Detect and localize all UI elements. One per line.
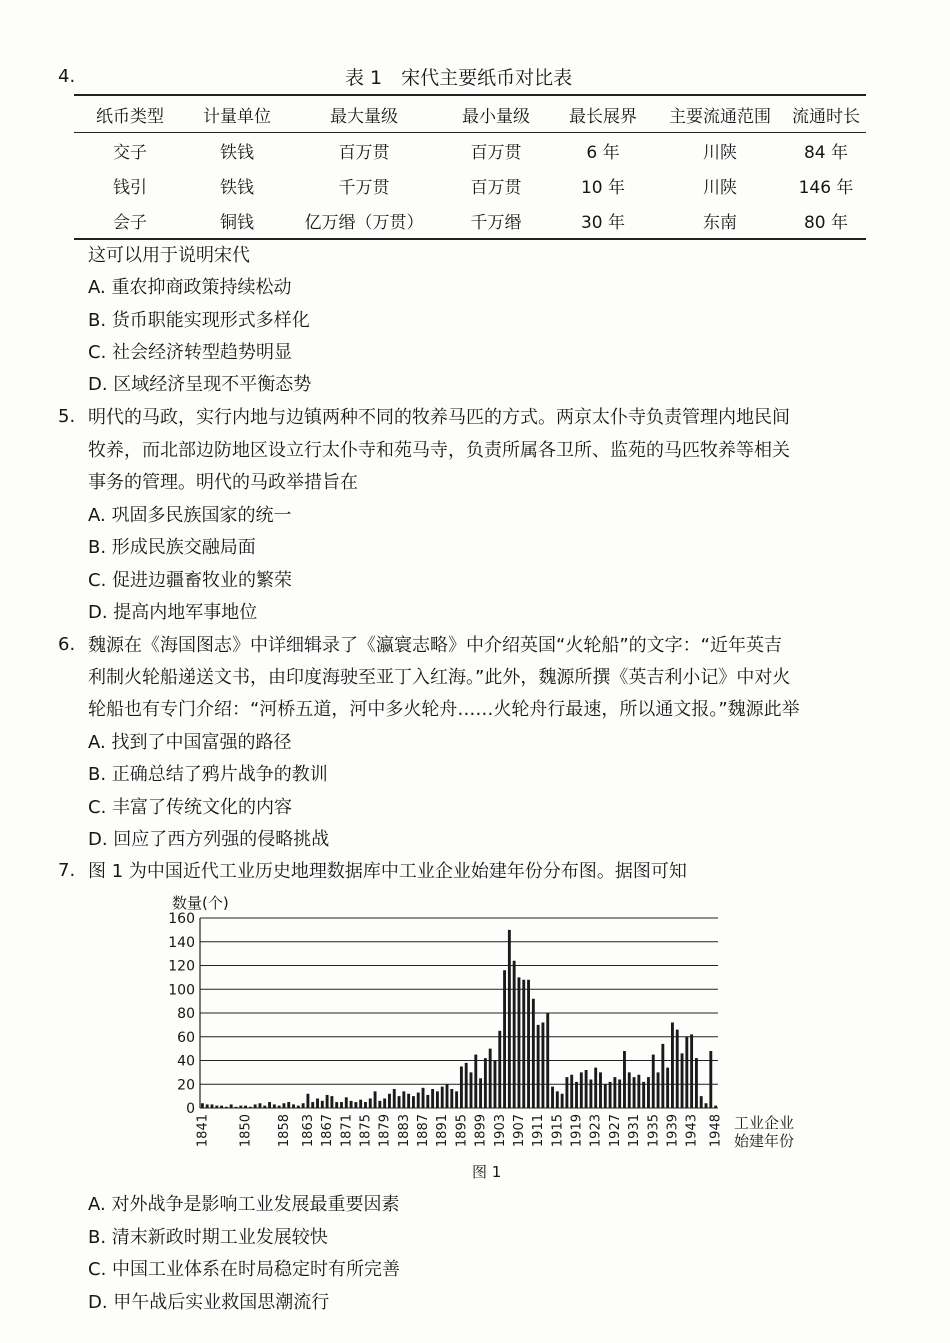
question-5-line-2: 牧养，而北部边防地区设立行太仆寺和苑马寺，负责所属各卫所、监苑的马匹牧养等相关 <box>88 440 790 461</box>
chart-bar <box>561 1094 564 1108</box>
chart-bar <box>201 1103 204 1108</box>
chart-bar <box>340 1102 343 1108</box>
table-cell: 东南 <box>654 203 786 239</box>
table-header-cell: 流通时长 <box>786 95 866 133</box>
chart-bar <box>388 1094 391 1108</box>
chart-bar <box>412 1096 415 1108</box>
table-cell: 川陕 <box>703 143 737 163</box>
question-5-line-1: 明代的马政，实行内地与边镇两种不同的牧养马匹的方式。两京太仆寺负责管理内地民间 <box>88 407 790 428</box>
chart-bar <box>522 980 525 1108</box>
chart-bar <box>623 1051 626 1108</box>
question-5-option-b[interactable]: B. 形成民族交融局面 <box>88 537 256 558</box>
chart-bar <box>714 1106 717 1108</box>
chart-bar <box>613 1077 616 1108</box>
chart-y-tick-label: 140 <box>168 934 195 951</box>
chart-bar <box>436 1091 439 1108</box>
question-5-number: 5. <box>58 406 76 427</box>
chart-bar <box>657 1072 660 1108</box>
chart-bar <box>306 1094 309 1108</box>
chart-bar <box>259 1103 262 1108</box>
chart-bar <box>465 1063 468 1108</box>
chart-bar <box>637 1075 640 1108</box>
chart-x-tick-label: 1867 <box>320 1114 336 1148</box>
table-cell: 百万贯 <box>338 143 390 163</box>
chart-x-tick-label: 1935 <box>646 1114 662 1148</box>
chart-bar <box>311 1102 314 1108</box>
chart-bar <box>220 1106 223 1108</box>
chart-bar <box>287 1102 290 1108</box>
chart-x-tick-label: 1841 <box>195 1114 211 1148</box>
chart-bar <box>273 1104 276 1108</box>
chart-bar <box>633 1077 636 1108</box>
chart-bar <box>431 1089 434 1108</box>
question-7-option-a[interactable]: A. 对外战争是影响工业发展最重要因素 <box>88 1194 400 1215</box>
chart-bar <box>556 1091 559 1108</box>
chart-x-tick-label: 1943 <box>684 1114 700 1148</box>
chart-bar <box>681 1053 684 1108</box>
chart-bar <box>685 1037 688 1108</box>
paper-money-table <box>74 94 866 240</box>
chart-bar <box>206 1104 209 1108</box>
table-cell: 会子 <box>74 203 186 239</box>
chart-bars <box>201 930 717 1108</box>
chart-x-tick-label: 1923 <box>588 1114 604 1148</box>
chart-y-tick-label: 80 <box>177 1006 195 1022</box>
question-6-line-3: 轮船也有专门介绍：“河桥五道，河中多火轮舟……火轮舟行最速，所以通文报。”魏源此举 <box>88 699 800 720</box>
chart-bar <box>642 1082 645 1108</box>
question-5-option-c[interactable]: C. 促进边疆畜牧业的繁荣 <box>88 570 293 591</box>
table-cell: 千万缗 <box>440 203 552 239</box>
chart-bar <box>498 1031 501 1108</box>
table-row <box>74 203 866 239</box>
chart-x-tick-label: 1850 <box>238 1114 254 1148</box>
chart-bar <box>302 1103 305 1108</box>
chart-x-axis-label-line-2: 始建年份 <box>734 1132 795 1150</box>
chart-x-tick-label: 1899 <box>473 1114 489 1148</box>
chart-x-tick-label: 1883 <box>396 1114 412 1148</box>
chart-x-tick-label: 1891 <box>435 1114 451 1148</box>
chart-bar <box>345 1097 348 1108</box>
table-cell: 钱引 <box>113 178 147 198</box>
chart-bar <box>321 1101 324 1108</box>
chart-x-tick-label: 1948 <box>708 1114 724 1148</box>
chart-bar <box>402 1091 405 1108</box>
chart-bar <box>244 1106 247 1108</box>
chart-x-tick-label: 1879 <box>377 1114 393 1148</box>
chart-bar <box>330 1096 333 1108</box>
chart-bar <box>690 1034 693 1108</box>
question-4-number: 4. <box>58 66 76 87</box>
chart-bar <box>570 1075 573 1108</box>
question-6-number: 6. <box>58 634 76 655</box>
question-6-line-2: 利制火轮船递送文书，由印度海驶至亚丁入红海。”此外，魏源所撰《英吉利小记》中对火 <box>88 667 791 688</box>
chart-bar <box>695 1058 698 1108</box>
chart-bar <box>263 1106 266 1108</box>
chart-x-tick-label: 1895 <box>454 1114 470 1148</box>
table-header-cell: 计量单位 <box>186 95 288 133</box>
chart-bar <box>278 1106 281 1108</box>
chart-bar <box>503 970 506 1108</box>
chart-bar <box>354 1102 357 1108</box>
chart-bar <box>470 1072 473 1108</box>
figure-caption: 图 1 <box>472 1163 502 1181</box>
chart-bar <box>249 1107 252 1108</box>
chart-x-tick-label: 1939 <box>665 1114 681 1148</box>
chart-y-tick-label: 60 <box>177 1029 195 1046</box>
chart-bar <box>513 961 516 1108</box>
chart-bar <box>666 1068 669 1108</box>
question-4-option-c[interactable]: C. 社会经济转型趋势明显 <box>88 342 293 363</box>
question-6-option-b[interactable]: B. 正确总结了鸦片战争的教训 <box>88 764 328 785</box>
question-4-stem: 这可以用于说明宋代 <box>88 245 250 266</box>
question-4-option-a[interactable]: A. 重农抑商政策持续松动 <box>88 277 292 298</box>
table-cell: 交子 <box>113 143 147 163</box>
chart-bar <box>527 980 530 1108</box>
question-5-option-d[interactable]: D. 提高内地军事地位 <box>88 602 258 623</box>
chart-bar <box>647 1077 650 1108</box>
chart-bar <box>297 1106 300 1108</box>
table-cell: 铁钱 <box>220 178 254 198</box>
chart-bar <box>359 1100 362 1108</box>
chart-bar <box>211 1104 214 1108</box>
chart-x-axis-label-line-1: 工业企业 <box>734 1114 795 1132</box>
table-cell: 84 年 <box>803 143 849 163</box>
chart-bar <box>609 1082 612 1108</box>
chart-bar <box>484 1058 487 1108</box>
table-header-cell: 纸币类型 <box>74 95 186 133</box>
chart-bar <box>599 1072 602 1108</box>
chart-bar <box>369 1099 372 1109</box>
chart-bar <box>489 1049 492 1108</box>
table-header-cell: 最小量级 <box>440 95 552 133</box>
chart-x-tick-label: 1887 <box>416 1114 432 1148</box>
chart-y-tick-label: 160 <box>168 911 195 927</box>
table-header-row <box>74 95 866 133</box>
chart-bar <box>215 1106 218 1108</box>
question-4-option-b[interactable]: B. 货币职能实现形式多样化 <box>88 310 310 331</box>
chart-bar <box>474 1055 477 1108</box>
chart-bar <box>350 1101 353 1108</box>
question-7-stem: 图 1 为中国近代工业历史地理数据库中工业企业始建年份分布图。据图可知 <box>88 861 687 882</box>
chart-bar <box>254 1104 257 1108</box>
enterprise-founding-year-chart <box>160 890 820 1190</box>
chart-x-tick-label: 1915 <box>550 1114 566 1148</box>
chart-bar <box>661 1044 664 1108</box>
question-6-option-a[interactable]: A. 找到了中国富强的路径 <box>88 732 292 753</box>
table-cell: 亿万缗（万贯） <box>288 203 440 239</box>
table-header-cell: 最大量级 <box>288 95 440 133</box>
chart-bar <box>316 1099 319 1109</box>
question-7-option-b[interactable]: B. 清末新政时期工业发展较快 <box>88 1227 328 1248</box>
chart-bar <box>378 1101 381 1108</box>
chart-bar <box>700 1096 703 1108</box>
question-7-option-c[interactable]: C. 中国工业体系在时局稳定时有所完善 <box>88 1259 401 1280</box>
question-7-number: 7. <box>58 860 76 881</box>
table-cell: 80 年 <box>786 203 866 239</box>
chart-x-tick-label: 1907 <box>511 1114 527 1148</box>
table-cell: 千万贯 <box>338 178 390 198</box>
table-header-cell: 主要流通范围 <box>654 95 786 133</box>
chart-bar <box>705 1103 708 1108</box>
chart-y-tick-label: 0 <box>186 1101 195 1117</box>
chart-y-ticks <box>168 911 195 1117</box>
chart-x-tick-label: 1911 <box>531 1114 547 1148</box>
chart-bar <box>585 1070 588 1108</box>
chart-bar <box>676 1030 679 1108</box>
chart-x-tick-label: 1858 <box>276 1114 292 1148</box>
chart-bar <box>230 1104 233 1108</box>
chart-bar <box>460 1066 463 1108</box>
chart-bar <box>508 930 511 1108</box>
chart-bar <box>393 1089 396 1108</box>
table-cell: 10 年 <box>580 178 626 198</box>
chart-x-tick-label: 1875 <box>358 1114 374 1148</box>
table-cell: 30 年 <box>552 203 654 239</box>
chart-x-tick-label: 1863 <box>300 1114 316 1148</box>
chart-bar <box>383 1099 386 1109</box>
table-cell: 146 年 <box>798 178 854 198</box>
chart-bar <box>426 1095 429 1108</box>
chart-bar <box>450 1089 453 1108</box>
chart-bar <box>326 1095 329 1108</box>
chart-bar <box>398 1096 401 1108</box>
question-5-line-3: 事务的管理。明代的马政举措旨在 <box>88 472 358 493</box>
chart-x-tick-label: 1903 <box>492 1114 508 1148</box>
chart-bar <box>494 1061 497 1109</box>
chart-bar <box>282 1103 285 1108</box>
chart-y-tick-label: 120 <box>168 958 195 975</box>
chart-bar <box>364 1102 367 1108</box>
chart-bar <box>532 999 535 1108</box>
chart-bar <box>225 1107 228 1108</box>
chart-bar <box>589 1080 592 1109</box>
table-cell: 百万贯 <box>470 178 522 198</box>
chart-bar <box>518 977 521 1108</box>
question-5-option-a[interactable]: A. 巩固多民族国家的统一 <box>88 505 292 526</box>
chart-bar <box>628 1072 631 1108</box>
chart-bar <box>407 1094 410 1108</box>
chart-y-tick-label: 40 <box>177 1053 195 1070</box>
chart-x-tick-label: 1927 <box>607 1114 623 1148</box>
question-6-option-c[interactable]: C. 丰富了传统文化的内容 <box>88 797 293 818</box>
chart-bar <box>417 1093 420 1108</box>
chart-bar <box>604 1084 607 1108</box>
table-cell: 铁钱 <box>220 143 254 163</box>
chart-x-tick-label: 1919 <box>569 1114 585 1148</box>
chart-bar <box>671 1023 674 1109</box>
chart-bar <box>479 1078 482 1108</box>
chart-x-tick-label: 1871 <box>339 1114 355 1148</box>
table-cell: 铜钱 <box>186 203 288 239</box>
chart-bar <box>546 1013 549 1108</box>
chart-x-ticks <box>195 1114 723 1147</box>
table-cell: 6 年 <box>586 143 620 163</box>
chart-bar <box>239 1106 242 1108</box>
chart-bar <box>594 1068 597 1108</box>
chart-bar <box>580 1072 583 1108</box>
table-cell: 川陕 <box>703 178 737 198</box>
chart-bar <box>235 1107 238 1108</box>
chart-bar <box>455 1091 458 1108</box>
question-6-line-1: 魏源在《海国图志》中详细辑录了《瀛寰志略》中介绍英国“火轮船”的文字：“近年英吉 <box>88 635 782 656</box>
chart-bar <box>551 1087 554 1108</box>
chart-bar <box>268 1102 271 1108</box>
chart-bar <box>575 1082 578 1108</box>
chart-bar <box>709 1051 712 1108</box>
chart-bar <box>441 1087 444 1108</box>
table-cell: 百万贯 <box>470 143 522 163</box>
chart-y-tick-label: 20 <box>177 1077 195 1094</box>
chart-x-tick-label: 1931 <box>627 1114 643 1148</box>
table-row <box>74 168 866 203</box>
chart-bar <box>537 1025 540 1108</box>
chart-y-tick-label: 100 <box>168 982 195 999</box>
chart-y-axis-label: 数量(个) <box>172 894 229 912</box>
chart-bar <box>446 1084 449 1108</box>
chart-bar <box>565 1077 568 1108</box>
question-4-option-d[interactable]: D. 区域经济呈现不平衡态势 <box>88 374 312 395</box>
chart-bar <box>541 1023 544 1109</box>
chart-bar <box>652 1055 655 1108</box>
chart-bar <box>335 1102 338 1108</box>
table-title: 表 1 宋代主要纸币对比表 <box>345 67 573 89</box>
table-header-cell: 最长展界 <box>552 95 654 133</box>
chart-bar <box>292 1104 295 1108</box>
chart-bar <box>374 1091 377 1108</box>
chart-bar <box>422 1088 425 1108</box>
table-row <box>74 133 866 169</box>
question-7-option-d[interactable]: D. 甲午战后实业救国思潮流行 <box>88 1292 330 1313</box>
question-6-option-d[interactable]: D. 回应了西方列强的侵略挑战 <box>88 829 330 850</box>
chart-bar <box>618 1080 621 1109</box>
